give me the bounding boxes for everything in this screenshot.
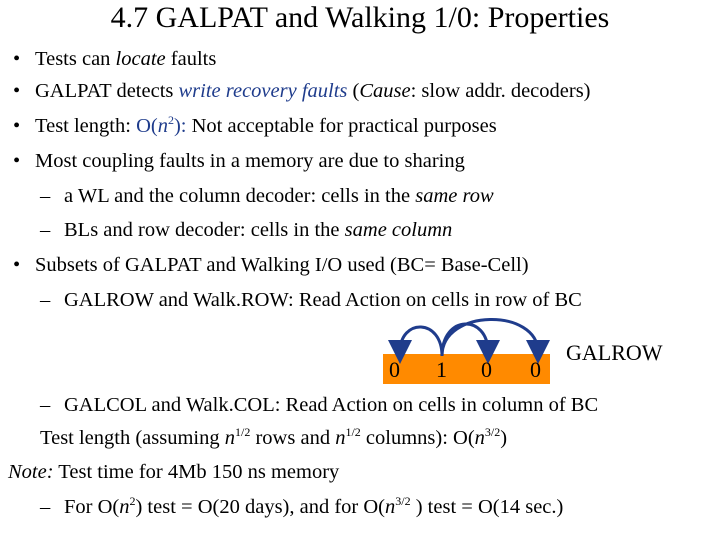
note-label: Note: xyxy=(8,461,54,483)
text: : slow addr. decoders) xyxy=(410,80,591,102)
arc-to-cell-1 xyxy=(400,327,442,356)
text: Not acceptable for practical purposes xyxy=(186,115,497,137)
read-action-arcs xyxy=(380,308,550,368)
text: GALPAT detects xyxy=(35,80,179,102)
sub-bullet-galcol xyxy=(40,392,598,418)
complexity-n2: $O(n^2)$: xyxy=(136,113,187,137)
text: Test time for 4Mb 150 ns memory xyxy=(53,461,340,483)
text: Test length: xyxy=(35,115,137,137)
dash-marker: – xyxy=(40,496,51,518)
sub-bullet-test-duration: – For $O(n^2)$ test = O(20 days), and for $O(n^{3/2}$ ) test = O(14 sec.) xyxy=(40,494,564,518)
cell-value: 0 xyxy=(481,357,492,382)
text: faults xyxy=(165,48,217,70)
galrow-label: GALROW xyxy=(566,340,663,365)
text: ( xyxy=(347,80,360,102)
bullet-marker: • xyxy=(13,254,21,276)
text: BLs and row decoder: cells in the xyxy=(64,219,345,241)
bullet-marker: • xyxy=(13,80,21,102)
dash-marker: – xyxy=(40,394,51,416)
sub-bullet-same-column xyxy=(40,217,452,243)
text: a WL and the column decoder: cells in the xyxy=(64,185,416,207)
dash-marker: – xyxy=(40,185,51,207)
cell-value-base-cell: 1 xyxy=(436,357,447,382)
bullet-marker: • xyxy=(13,150,21,172)
emphasis-cause: Cause xyxy=(359,80,411,102)
test-length-assumption: Test length (assuming $n^{1/2}$ rows and $n^{1/2}$ columns): $O(n^{3/2})$ xyxy=(40,425,508,449)
text: Most coupling faults in a memory are due to sharing xyxy=(35,150,465,172)
dash-marker: – xyxy=(40,219,51,241)
emphasis-same-column: same column xyxy=(344,219,453,241)
text: GALROW and Walk.ROW: Read Action on cells in row of BC xyxy=(64,289,582,311)
arc-to-cell-3 xyxy=(442,324,488,356)
emphasis-locate: locate xyxy=(115,48,166,70)
emphasis-write-recovery-faults: write recovery faults xyxy=(178,80,348,102)
emphasis-same-row: same row xyxy=(415,185,494,207)
note-test-time xyxy=(8,459,339,485)
bullet-marker: • xyxy=(13,115,21,137)
dash-marker: – xyxy=(40,289,51,311)
cell-value: 0 xyxy=(530,357,541,382)
bullet-marker: • xyxy=(13,48,21,70)
cell-value: 0 xyxy=(389,357,400,382)
text: GALCOL and Walk.COL: Read Action on cells in column of BC xyxy=(64,394,599,416)
text: Tests can xyxy=(35,48,116,70)
text: Subsets of GALPAT and Walking I/O used (BC= Base-Cell) xyxy=(35,254,529,276)
slide-title: 4.7 GALPAT and Walking 1/0: Properties xyxy=(110,1,610,34)
sub-bullet-same-row xyxy=(40,183,494,209)
